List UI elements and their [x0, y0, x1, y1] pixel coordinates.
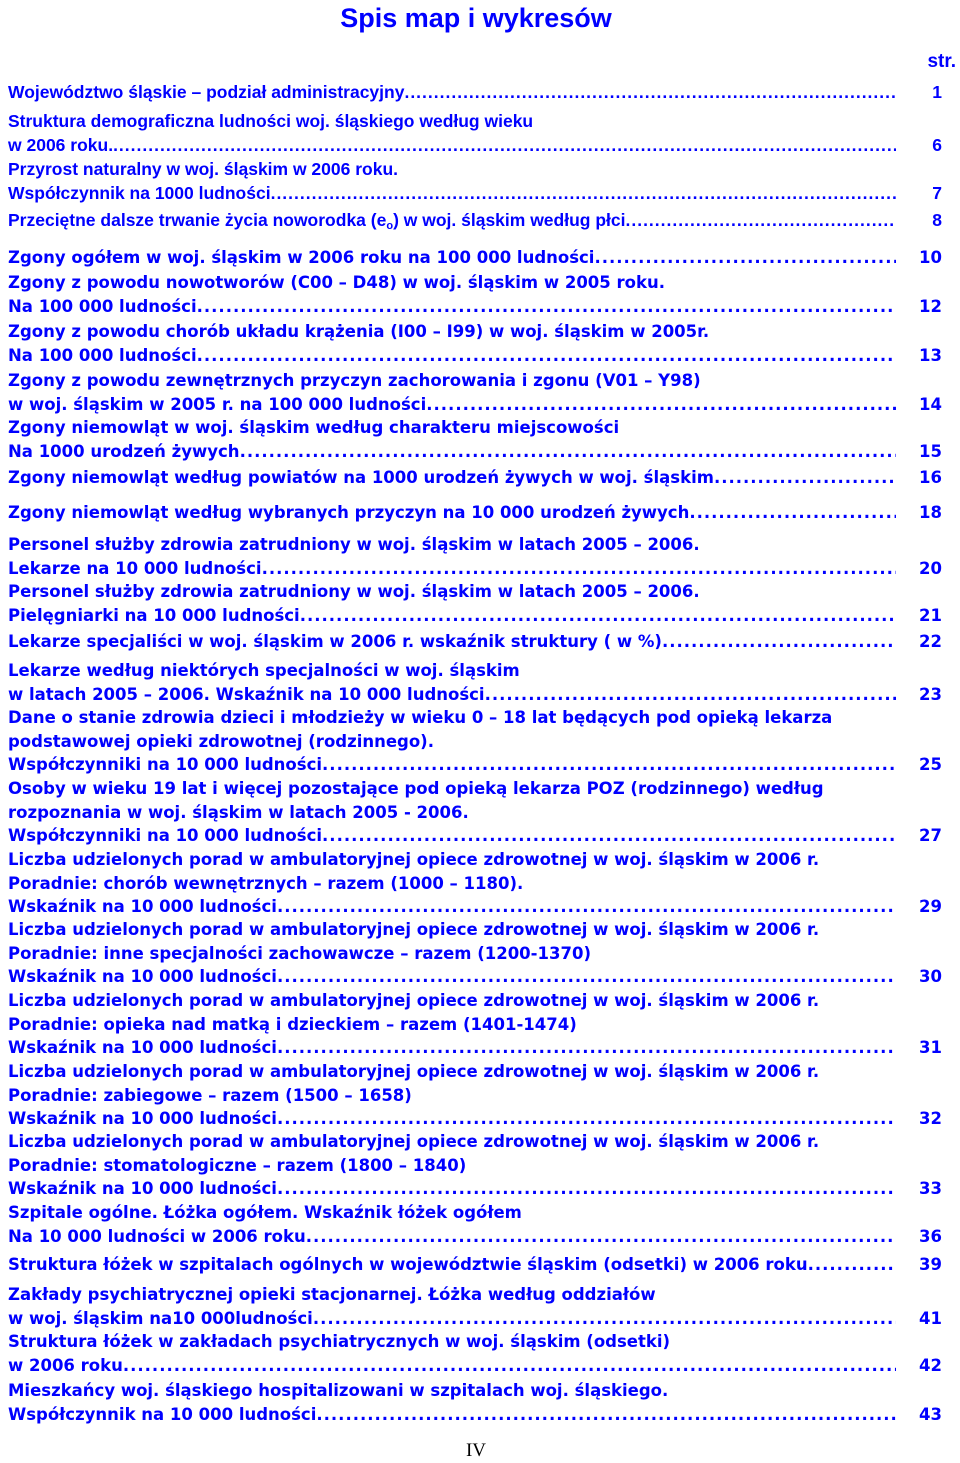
dot-leader [123, 1354, 896, 1378]
toc-entry-line [8, 730, 958, 754]
toc-entry-text: Liczba udzielonych porad w ambulatoryjnej opiece zdrowotnej w woj. śląskim w 2006 r. [8, 920, 820, 939]
toc-page-number: 33 [919, 1179, 942, 1198]
toc-entry-line [8, 1225, 958, 1249]
toc-page-number: 25 [919, 755, 942, 774]
toc-entry-line [8, 824, 958, 848]
toc-entry-text: Na 100 000 ludności [8, 296, 197, 316]
footer-page-number: IV [465, 1440, 487, 1461]
toc-entry-line [8, 1403, 958, 1427]
toc-entry-text: Zgony ogółem w woj. śląskim w 2006 roku na 100 000 ludności [8, 248, 595, 267]
toc-entry-text: Pielęgniarki na 10 000 ludności [8, 605, 300, 625]
toc-entry-line [8, 683, 958, 707]
toc-entry-text: podstawowej opieki zdrowotnej (rodzinnego). [8, 731, 434, 751]
toc-entry[interactable] [8, 1379, 958, 1426]
dot-leader [404, 80, 896, 104]
toc-entry[interactable] [8, 1130, 958, 1201]
toc-entry[interactable] [8, 706, 958, 777]
toc-entry-text: Wskaźnik na 10 000 ludności [8, 967, 277, 986]
toc-entry-line [8, 440, 958, 464]
toc-entry-text: Liczba udzielonych porad w ambulatoryjnej opiece zdrowotnej w woj. śląskim w 2006 r. [8, 1132, 820, 1151]
dot-leader [197, 295, 896, 319]
toc-entry-line [8, 207, 958, 240]
dot-leader [322, 824, 896, 848]
toc-entry-line [8, 1130, 958, 1154]
toc-entry-text: w woj. śląskim na10 000ludności [8, 1308, 313, 1328]
toc-entry-text: Wskaźnik na 10 000 ludności [8, 1109, 277, 1128]
toc-entry-line [8, 80, 958, 104]
toc-entry-line [8, 1330, 958, 1354]
toc-page-number: 23 [919, 684, 942, 704]
toc-entry-line [8, 1013, 958, 1037]
toc-page-number: 36 [919, 1226, 942, 1246]
toc-entry-line [8, 630, 958, 654]
toc-entry-text: Wskaźnik na 10 000 ludności [8, 1179, 277, 1198]
toc-entry[interactable] [8, 1060, 958, 1131]
toc-entry[interactable] [8, 1330, 958, 1377]
toc-entry-text: Zakłady psychiatrycznej opieki stacjonarnej. Łóżka według oddziałów [8, 1285, 656, 1304]
dot-leader [808, 1253, 896, 1277]
toc-entry[interactable] [8, 466, 958, 490]
toc-entry-line [8, 989, 958, 1013]
toc-entry-text: Na 1000 urodzeń żywych [8, 441, 240, 461]
toc-entry-text: Liczba udzielonych porad w ambulatoryjnej opiece zdrowotnej w woj. śląskim w 2006 r. [8, 991, 820, 1010]
toc-entry-line [8, 1201, 958, 1225]
toc-entry-line [8, 753, 958, 777]
dot-leader [277, 1107, 896, 1131]
toc-page-number: 21 [919, 605, 942, 625]
toc-entry-line [8, 1307, 958, 1331]
toc-entry-line [8, 1060, 958, 1084]
toc-entry-line [8, 801, 958, 825]
toc-entry-text: Lekarze specjaliści w woj. śląskim w 2006 r. wskaźnik struktury ( w %) [8, 632, 662, 651]
toc-entry-text: Liczba udzielonych porad w ambulatoryjnej opiece zdrowotnej w woj. śląskim w 2006 r. [8, 850, 820, 869]
toc-entry-text: Wskaźnik na 10 000 ludności [8, 1038, 277, 1057]
toc-entry-text: Poradnie: chorób wewnętrznych – razem (1000 – 1180). [8, 873, 524, 893]
toc-entry-line [8, 1253, 958, 1277]
toc-entry-text: w 2006 roku. [8, 135, 114, 155]
dot-leader [113, 133, 896, 157]
toc-entry-line [8, 580, 958, 604]
dot-leader [277, 1177, 896, 1201]
toc-entry-text: Województwo śląskie – podział administracyjny [8, 82, 405, 102]
toc-entry-line [8, 557, 958, 581]
toc-entry-text: Zgony niemowląt według wybranych przyczyn na 10 000 urodzeń żywych [8, 503, 690, 522]
toc-entry-text: w 2006 roku [8, 1355, 123, 1375]
toc-entry-text: Lekarze według niektórych specjalności w woj. śląskim [8, 661, 520, 680]
toc-entry[interactable] [8, 416, 958, 463]
toc-entry-text: Poradnie: inne specjalności zachowawcze – razem (1200-1370) [8, 943, 591, 963]
toc-page-number: 18 [919, 503, 942, 522]
toc-entry[interactable] [8, 989, 958, 1060]
dot-leader [485, 683, 896, 707]
toc-entry-line [8, 1084, 958, 1108]
dot-leader [714, 466, 896, 490]
toc-entry[interactable] [8, 320, 958, 367]
toc-entry-line [8, 271, 958, 295]
dot-leader [322, 753, 896, 777]
toc-entry-line [8, 133, 958, 157]
toc-entry-line [8, 1354, 958, 1378]
toc-page-number: 42 [919, 1355, 942, 1375]
toc-page-number: 1 [932, 82, 942, 102]
toc-page-number: 41 [919, 1308, 942, 1328]
toc-entry-text: Na 100 000 ludności [8, 345, 197, 365]
toc-page-number: 31 [919, 1038, 942, 1057]
toc-entry-text: Struktura demograficzna ludności woj. śląskiego według wieku [8, 111, 534, 131]
toc-entry-text: Współczynniki na 10 000 ludności [8, 755, 323, 774]
toc-entry-text: Liczba udzielonych porad w ambulatoryjnej opiece zdrowotnej w woj. śląskim w 2006 r. [8, 1062, 820, 1081]
dot-leader [271, 181, 896, 205]
toc-entry-text: Współczynniki na 10 000 ludności [8, 826, 323, 845]
toc-entry-text: Dane o stanie zdrowia dzieci i młodzieży w wieku 0 – 18 lat będących pod opieką lekarza [8, 708, 833, 727]
toc-entry-text: Poradnie: opieka nad matką i dzieckiem – razem (1401-1474) [8, 1014, 577, 1034]
toc-entry-line [8, 244, 958, 271]
toc-page-number: 14 [919, 394, 942, 414]
toc-entry-text: w latach 2005 – 2006. Wskaźnik na 10 000 ludności [8, 684, 485, 704]
dot-leader [277, 895, 896, 919]
dot-leader [277, 1036, 896, 1060]
toc-entry-line [8, 393, 958, 417]
toc-entry-text: Współczynnik na 1000 ludności [8, 183, 271, 203]
toc-entry[interactable] [8, 157, 958, 205]
toc-entry-text: Zgony niemowląt według powiatów na 1000 urodzeń żywych w woj. śląskim [8, 468, 714, 487]
toc-entry-text-part: Przeciętne dalsze trwanie życia noworodka (e [8, 210, 387, 230]
toc-entry[interactable] [8, 1253, 958, 1277]
toc-entry-text: Personel służby zdrowia zatrudniony w woj. śląskim w latach 2005 – 2006. [8, 535, 700, 554]
toc-entry-text: Na 10 000 ludności w 2006 roku [8, 1226, 306, 1246]
toc-entry-line [8, 181, 958, 205]
toc-entry-line [8, 320, 958, 344]
toc-entry-text: Zgony niemowląt w woj. śląskim według charakteru miejscowości [8, 418, 620, 437]
toc-entry-line [8, 1177, 958, 1201]
toc-entry-line [8, 157, 958, 181]
toc-entry-line [8, 659, 958, 683]
toc-entry-text-part: ) w woj. śląskim według płci [393, 210, 626, 230]
toc-page-number: 6 [932, 135, 942, 155]
toc-page-number: 30 [919, 967, 942, 986]
dot-leader [594, 244, 896, 271]
toc-entry-text: Poradnie: stomatologiczne – razem (1800 – 1840) [8, 1155, 467, 1175]
toc-entry-line [8, 777, 958, 801]
toc-entry[interactable] [8, 630, 958, 654]
toc-entry-text: Współczynnik na 10 000 ludności [8, 1404, 317, 1424]
toc-entry-text: Zgony z powodu nowotworów (C00 – D48) w woj. śląskim w 2005 roku. [8, 273, 665, 292]
dot-leader [300, 604, 896, 628]
toc-entry-text: Struktura łóżek w zakładach psychiatrycznych w woj. śląskim (odsetki) [8, 1332, 671, 1351]
toc-entry[interactable] [8, 80, 958, 104]
dot-leader [662, 630, 896, 654]
toc-entry[interactable] [8, 777, 958, 848]
dot-leader [689, 501, 896, 525]
toc-entry-line [8, 501, 958, 525]
dot-leader [262, 557, 896, 581]
toc-entry[interactable] [8, 271, 958, 318]
toc-entry-line [8, 1379, 958, 1403]
toc-page-number: 39 [919, 1255, 942, 1274]
toc-entry-line [8, 466, 958, 490]
toc-entry[interactable] [8, 1201, 958, 1248]
toc-entry-text: Struktura łóżek w szpitalach ogólnych w województwie śląskim (odsetki) w 2006 roku [8, 1255, 808, 1274]
toc-page-number: 22 [919, 632, 942, 651]
toc-entry-text: w woj. śląskim w 2005 r. na 100 000 ludności [8, 394, 427, 414]
toc-entry-text: Lekarze na 10 000 ludności [8, 558, 262, 578]
toc-entry-text: Mieszkańcy woj. śląskiego hospitalizowani w szpitalach woj. śląskiego. [8, 1381, 669, 1400]
toc-entry-line [8, 416, 958, 440]
subscript: o [386, 220, 394, 232]
toc-entry-line [8, 533, 958, 557]
toc-entry-line [8, 344, 958, 368]
toc-entry-line [8, 848, 958, 872]
toc-page-number: 32 [919, 1109, 942, 1128]
page-column-header: str. [927, 51, 956, 72]
dot-leader [313, 1307, 896, 1331]
toc-page-number: 12 [919, 296, 942, 316]
toc-page-number: 15 [919, 441, 942, 461]
toc-entry[interactable] [8, 533, 958, 580]
toc-entry[interactable] [8, 109, 958, 157]
toc-entry-line [8, 706, 958, 730]
toc-page-number: 20 [919, 558, 942, 578]
toc-entry-text: Osoby w wieku 19 lat i więcej pozostające pod opieką lekarza POZ (rodzinnego) według [8, 779, 824, 798]
toc-page-number: 8 [932, 210, 942, 230]
toc-entry-line [8, 965, 958, 989]
toc-entry[interactable] [8, 580, 958, 627]
page-title: Spis map i wykresów [340, 3, 612, 33]
toc-entry[interactable] [8, 1283, 958, 1330]
toc-entry-line [8, 109, 958, 133]
toc-page-number: 7 [932, 183, 942, 203]
toc-entry[interactable] [8, 848, 958, 919]
dot-leader [277, 965, 896, 989]
toc-page-number: 16 [919, 468, 942, 487]
toc-entry[interactable] [8, 918, 958, 989]
toc-entry[interactable] [8, 369, 958, 416]
toc-entry-text: Szpitale ogólne. Łóżka ogółem. Wskaźnik łóżek ogółem [8, 1203, 522, 1222]
toc-entry-text: rozpoznania w woj. śląskim w latach 2005 - 2006. [8, 802, 469, 822]
dot-leader [240, 440, 896, 464]
toc-entry-text: Poradnie: zabiegowe – razem (1500 – 1658) [8, 1085, 412, 1105]
dot-leader [625, 207, 896, 240]
toc-entry-line [8, 942, 958, 966]
toc-entry[interactable] [8, 659, 958, 706]
toc-page-number: 13 [919, 345, 942, 365]
toc-page-number: 29 [919, 897, 942, 916]
toc-page-number: 27 [919, 826, 942, 845]
dot-leader [306, 1225, 896, 1249]
toc-entry[interactable] [8, 501, 958, 525]
toc-entry-text: Personel służby zdrowia zatrudniony w woj. śląskim w latach 2005 – 2006. [8, 582, 700, 601]
toc-entry-line [8, 604, 958, 628]
toc-entry-text: Przyrost naturalny w woj. śląskim w 2006 roku. [8, 159, 399, 179]
toc-entry-text [8, 207, 625, 240]
toc-entry-line [8, 895, 958, 919]
toc-entry-line [8, 872, 958, 896]
toc-page-number: 10 [919, 248, 942, 267]
toc-entry-line [8, 369, 958, 393]
toc-page-number: 43 [919, 1404, 942, 1424]
toc-entry[interactable] [8, 207, 958, 240]
toc-entry-text: Zgony z powodu chorób układu krążenia (I00 – I99) w woj. śląskim w 2005r. [8, 322, 710, 341]
dot-leader [197, 344, 896, 368]
toc-entry-line [8, 1154, 958, 1178]
toc-entry-line [8, 295, 958, 319]
toc-entry-text: Zgony z powodu zewnętrznych przyczyn zachorowania i zgonu (V01 – Y98) [8, 371, 701, 390]
dot-leader [316, 1403, 896, 1427]
toc-entry-text: Wskaźnik na 10 000 ludności [8, 897, 277, 916]
toc-entry-line [8, 1036, 958, 1060]
toc-entry-line [8, 918, 958, 942]
toc-entry-line [8, 1283, 958, 1307]
dot-leader [426, 393, 896, 417]
toc-entry[interactable] [8, 244, 958, 271]
toc-entry-line [8, 1107, 958, 1131]
